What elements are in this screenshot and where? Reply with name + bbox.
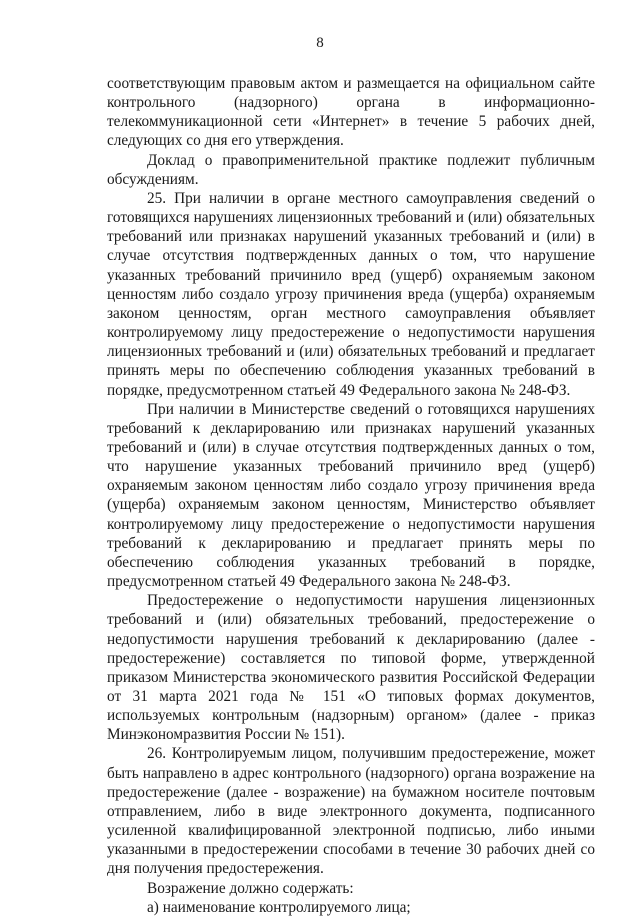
paragraph-item-25: 25. При наличии в органе местного самоуправления сведений о готовящихся нарушениях лицензионных требований и (или) обязательных требований или признаках нарушений указанных требований и (или) в случае отсутствия подтвержденных данных о том, что нарушение указанных требований причинило вред (ущерб) охраняемым законом ценностям либо создало угрозу причинения вреда (ущерба) охраняемым законом ценностям, орган местного самоуправления объявляет контролируемому лицу предостережение о недопустимости нарушения лицензионных требований и (или) обязательных требований и предлагает принять меры по обеспечению соблюдения указанных требований в порядке, предусмотренном статьей 49 Федерального закона № 248-ФЗ. bbox=[107, 189, 595, 399]
page-number: 8 bbox=[316, 35, 324, 51]
paragraph-objection-contents: Возражение должно содержать: bbox=[147, 879, 354, 897]
document-body bbox=[107, 74, 595, 917]
paragraph-ministry-warning: При наличии в Министерстве сведений о готовящихся нарушениях требований к декларированию или признаках нарушений указанных требований и (или) в случае отсутствия подтвержденных данных о том, что нарушение указанных требований причинило вред (ущерб) охраняемым законом ценностям либо создало угрозу причинения вреда (ущерба) охраняемым законом ценностям, Министерство объявляет контролируемому лицу предостережение о недопустимости нарушения требований к декларированию и предлагает принять меры по обеспечению соблюдения указанных требований в порядке, предусмотренном статьей 49 Федерального закона № 248-ФЗ. bbox=[107, 400, 595, 591]
paragraph-subitem-a: а) наименование контролируемого лица; bbox=[147, 898, 411, 916]
paragraph-report-discussion: Доклад о правоприменительной практике подлежит публичным обсуждениям. bbox=[107, 151, 595, 188]
paragraph-warning-form: Предостережение о недопустимости нарушения лицензионных требований и (или) обязательных требований, предостережение о недопустимости нарушения требований к декларированию (далее - предостережение) составляется по типовой форме, утвержденной приказом Министерства экономического развития Российской Федерации от 31 марта 2021 года № 151 «О типовых формах документов, используемых контрольным (надзорным) органом» (далее - приказ Минэкономразвития России № 151). bbox=[107, 592, 595, 744]
paragraph-item-26: 26. Контролируемым лицом, получившим предостережение, может быть направлено в адрес контрольного (надзорного) органа возражение на предостережение (далее - возражение) на бумажном носителе почтовым отправлением, либо в виде электронного документа, подписанного усиленной квалифицированной электронной подписью, либо иными указанными в предостережении способами в течение 30 рабочих дней со дня получения предостережения. bbox=[107, 745, 595, 878]
paragraph-continuation: соответствующим правовым актом и размещается на официальном сайте контрольного (надзорного) органа в информационно-телекоммуникационной сети «Интернет» в течение 5 рабочих дней, следующих со дня его утверждения. bbox=[107, 75, 595, 150]
